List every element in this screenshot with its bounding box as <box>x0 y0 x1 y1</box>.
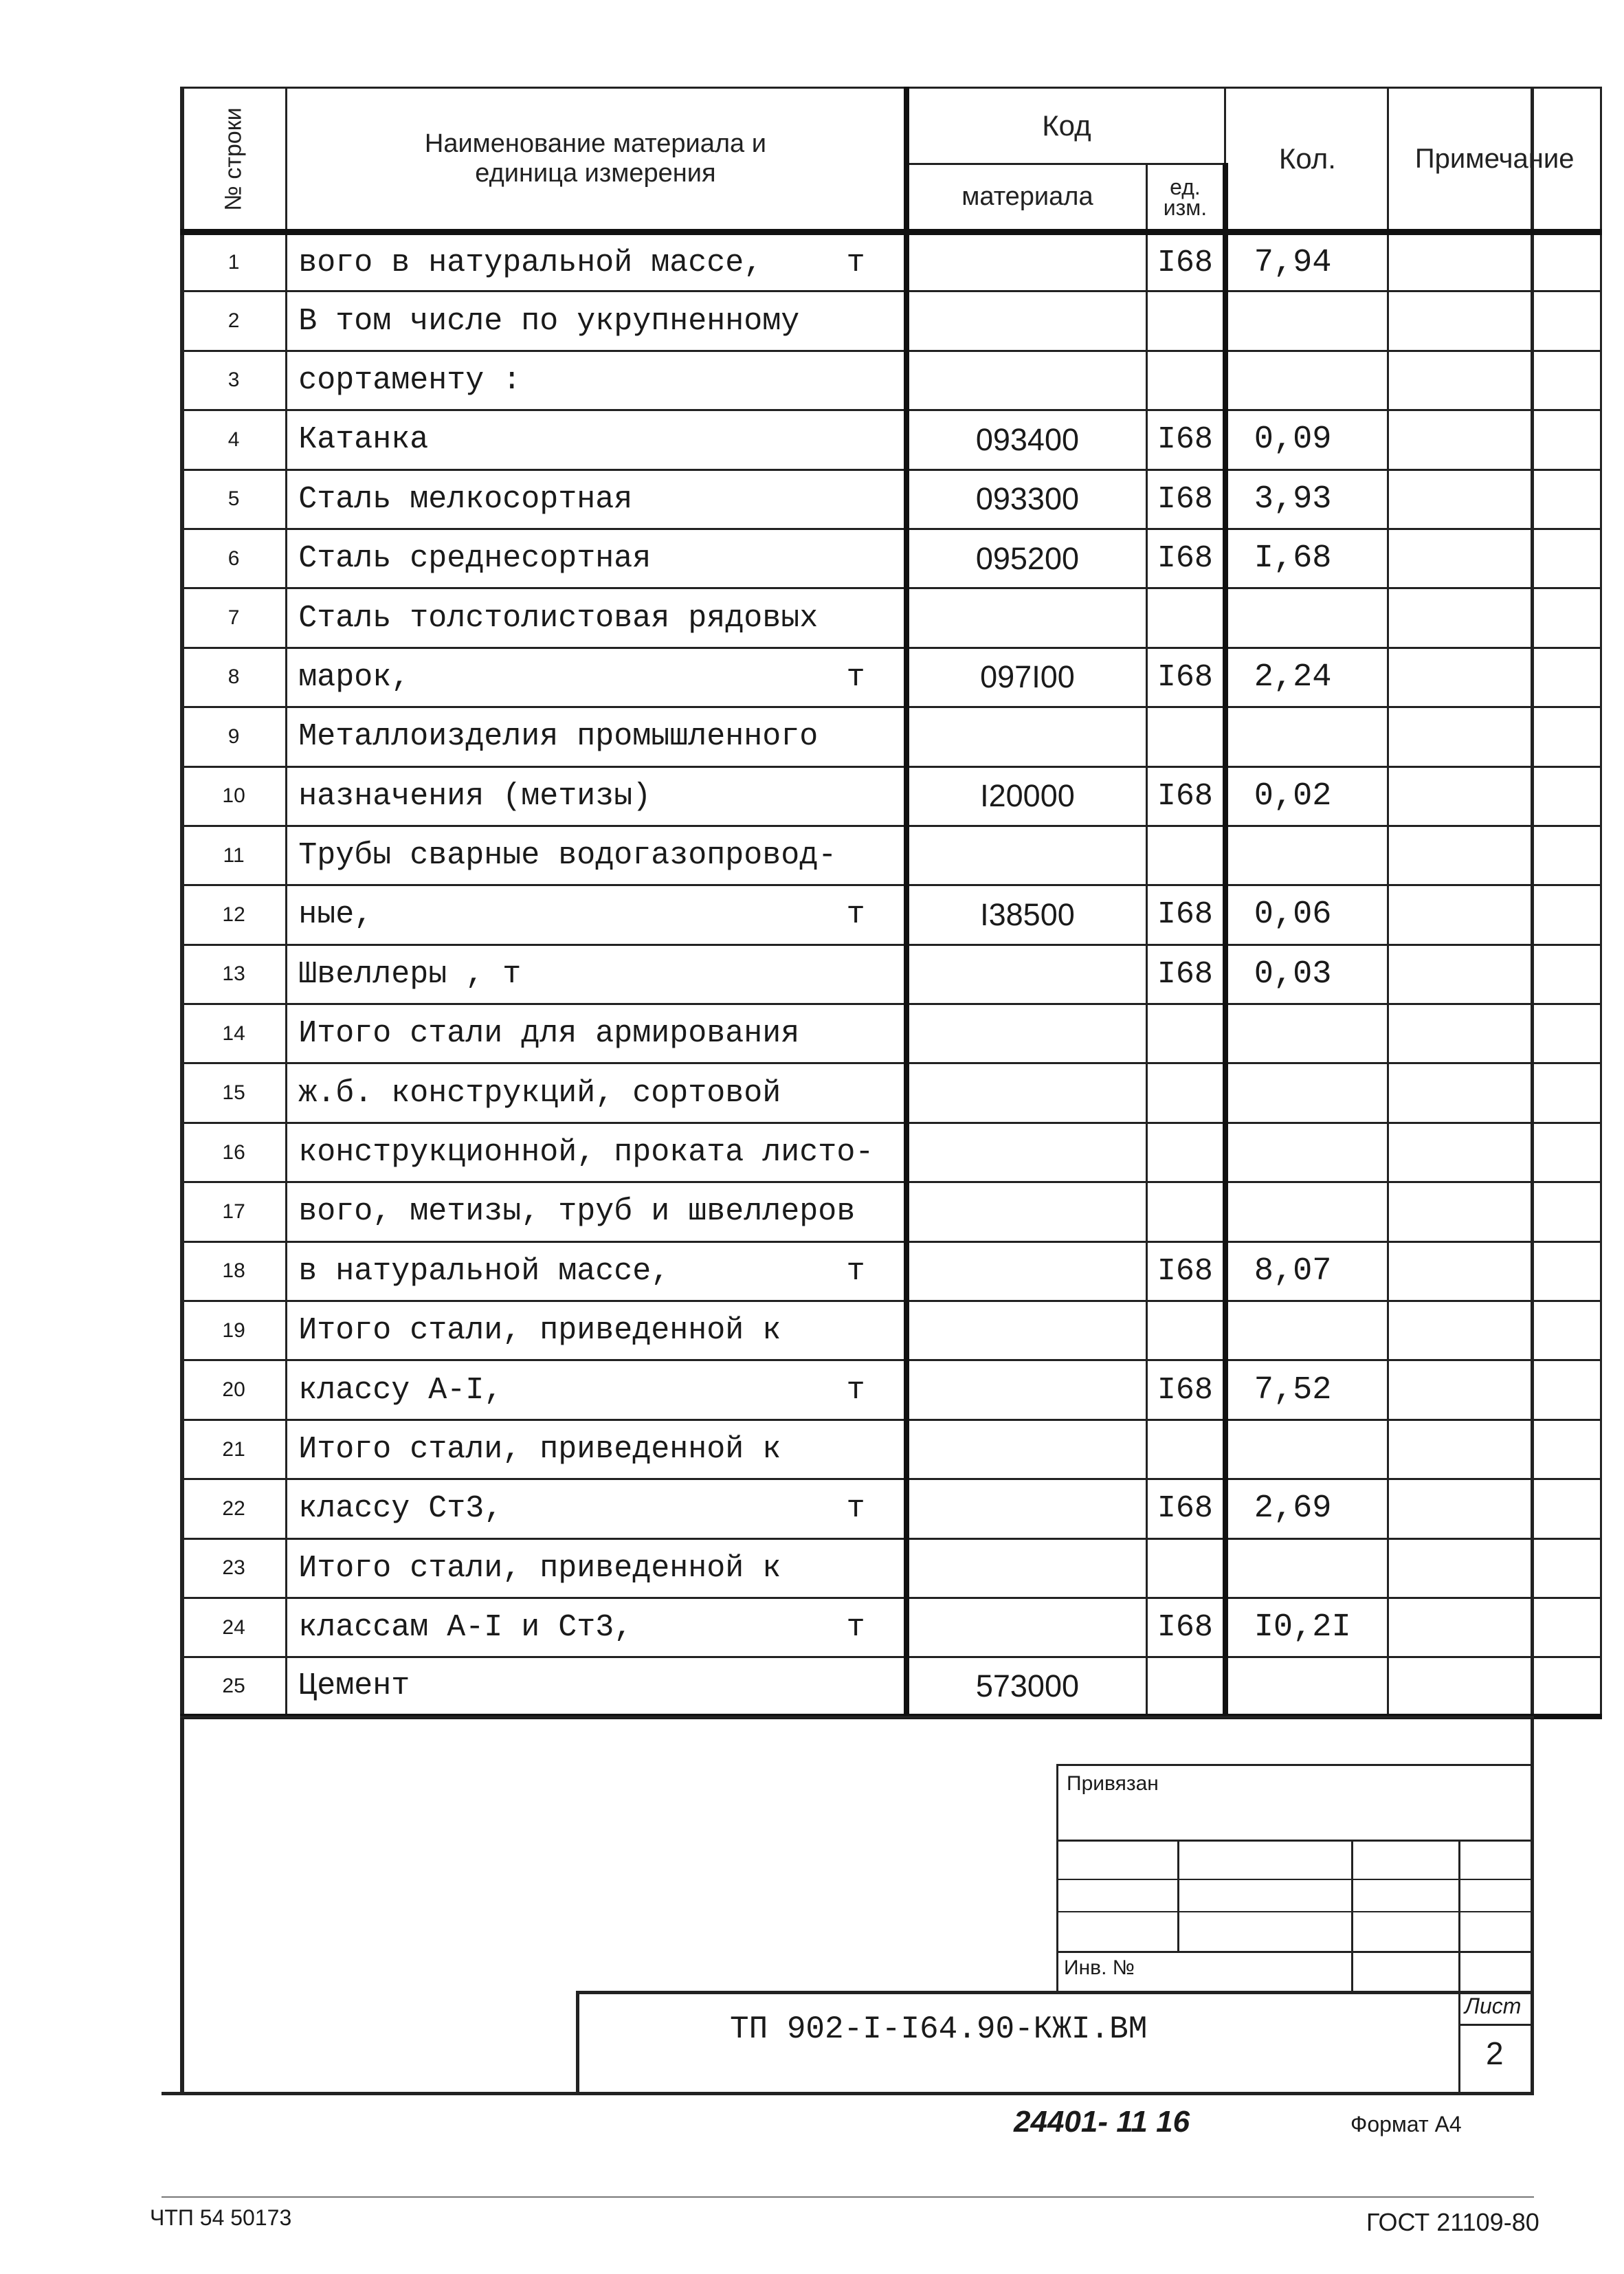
unit-code-cell <box>1147 1420 1225 1479</box>
material-name-text: Швеллеры , т <box>298 956 522 992</box>
material-name-text: Катанка <box>298 422 429 458</box>
table-row <box>181 351 1601 410</box>
stamp-line <box>1056 1951 1534 1953</box>
note-cell <box>1388 1598 1601 1657</box>
table-row <box>181 1063 1601 1123</box>
row-number-header: № строки <box>181 88 287 232</box>
material-name-text: классу А-I, <box>298 1372 503 1408</box>
quantity-cell: 2,24 <box>1225 648 1388 707</box>
note-cell <box>1388 648 1601 707</box>
quantity-cell: 8,07 <box>1225 1241 1388 1301</box>
unit-text: т <box>846 897 865 933</box>
bottom-rule <box>162 2196 1534 2198</box>
quantity-cell <box>1225 1301 1388 1360</box>
note-cell <box>1388 1063 1601 1123</box>
note-cell <box>1388 1360 1601 1420</box>
quantity-cell <box>1225 1182 1388 1241</box>
gost-label: ГОСТ 21109-80 <box>1366 2208 1539 2236</box>
note-cell <box>1388 1657 1601 1716</box>
material-code-cell <box>906 232 1147 291</box>
quantity-cell <box>1225 707 1388 766</box>
material-name-text: классу Ст3, <box>298 1491 503 1527</box>
row-number-cell: 25 <box>181 1657 287 1716</box>
material-name-text: вого, метизы, труб и швеллеров <box>298 1194 856 1230</box>
material-code-cell <box>906 1004 1147 1063</box>
note-cell <box>1388 1004 1601 1063</box>
material-name-cell <box>287 1301 906 1360</box>
unit-code-cell: I68 <box>1147 885 1225 945</box>
row-number-cell: 8 <box>181 648 287 707</box>
stamp-vline <box>1351 1840 1353 1992</box>
material-name-text: классам А-I и Ст3, <box>298 1610 633 1646</box>
note-cell <box>1388 945 1601 1004</box>
material-code-cell <box>906 1598 1147 1657</box>
unit-code-cell <box>1147 1538 1225 1598</box>
material-name-cell <box>287 351 906 410</box>
table-row <box>181 232 1601 291</box>
quantity-cell <box>1225 826 1388 885</box>
material-name-cell <box>287 1004 906 1063</box>
quantity-header: Кол. <box>1225 88 1388 232</box>
material-name-cell <box>287 1479 906 1538</box>
row-number-cell: 13 <box>181 945 287 1004</box>
note-cell <box>1388 1123 1601 1182</box>
table-row <box>181 885 1601 945</box>
row-number-cell: 15 <box>181 1063 287 1123</box>
note-cell <box>1388 470 1601 529</box>
row-number-cell: 16 <box>181 1123 287 1182</box>
left-code: ЧТП 54 50173 <box>150 2205 292 2230</box>
row-number-cell: 10 <box>181 766 287 826</box>
material-name-text: конструкционной, проката листо- <box>298 1135 874 1171</box>
material-name-cell <box>287 588 906 648</box>
unit-code-cell: I68 <box>1147 1360 1225 1420</box>
material-name-text: вого в натуральной массе, <box>298 245 763 280</box>
block-divider <box>180 1716 1534 1719</box>
row-number-cell: 21 <box>181 1420 287 1479</box>
quantity-cell: 0,09 <box>1225 410 1388 470</box>
material-name-text: марок, <box>298 659 410 695</box>
material-code-cell <box>906 945 1147 1004</box>
note-cell <box>1388 351 1601 410</box>
row-number-cell: 23 <box>181 1538 287 1598</box>
unit-code-cell: I68 <box>1147 945 1225 1004</box>
unit-code-cell <box>1147 351 1225 410</box>
inv-number-label: Инв. № <box>1064 1956 1135 1979</box>
material-name-cell <box>287 1420 906 1479</box>
quantity-cell: 0,06 <box>1225 885 1388 945</box>
document-code: ТП 902-I-I64.90-КЖI.ВМ <box>730 2011 1148 2047</box>
unit-code-cell: I68 <box>1147 410 1225 470</box>
material-code-cell <box>906 291 1147 351</box>
quantity-cell <box>1225 1538 1388 1598</box>
unit-code-cell: I68 <box>1147 1479 1225 1538</box>
note-cell <box>1388 1182 1601 1241</box>
quantity-cell: 3,93 <box>1225 470 1388 529</box>
material-name-cell <box>287 291 906 351</box>
note-cell <box>1388 1420 1601 1479</box>
unit-code-cell <box>1147 1301 1225 1360</box>
material-name-cell <box>287 1063 906 1123</box>
row-number-cell: 20 <box>181 1360 287 1420</box>
quantity-cell <box>1225 291 1388 351</box>
unit-text: т <box>846 659 865 695</box>
table-row <box>181 1479 1601 1538</box>
material-code-cell: I38500 <box>906 885 1147 945</box>
row-number-cell: 12 <box>181 885 287 945</box>
note-cell <box>1388 291 1601 351</box>
material-code-cell <box>906 1301 1147 1360</box>
table-row <box>181 1420 1601 1479</box>
note-cell <box>1388 1538 1601 1598</box>
note-cell <box>1388 1241 1601 1301</box>
stamp-line <box>1458 2024 1534 2026</box>
row-number-cell: 1 <box>181 232 287 291</box>
material-name-text: В том числе по укрупненному <box>298 303 800 339</box>
material-code-cell: 097I00 <box>906 648 1147 707</box>
material-name-text: Итого стали, приведенной к <box>298 1432 781 1467</box>
material-code-cell: 093300 <box>906 470 1147 529</box>
note-header: Примечание <box>1388 88 1601 232</box>
quantity-cell <box>1225 351 1388 410</box>
row-number-cell: 2 <box>181 291 287 351</box>
note-cell <box>1388 588 1601 648</box>
material-code-cell <box>906 1360 1147 1420</box>
unit-code-cell <box>1147 1182 1225 1241</box>
quantity-cell: 0,02 <box>1225 766 1388 826</box>
material-name-text: Трубы сварные водогазопровод- <box>298 838 837 874</box>
quantity-cell <box>1225 1004 1388 1063</box>
material-name-cell <box>287 529 906 588</box>
material-name-cell <box>287 232 906 291</box>
unit-code-cell: I68 <box>1147 1241 1225 1301</box>
unit-code-cell <box>1147 1123 1225 1182</box>
unit-code-cell <box>1147 707 1225 766</box>
row-number-cell: 22 <box>181 1479 287 1538</box>
material-code-cell: 573000 <box>906 1657 1147 1716</box>
material-name-cell <box>287 1360 906 1420</box>
material-code-cell: I20000 <box>906 766 1147 826</box>
material-code-cell <box>906 707 1147 766</box>
table-row <box>181 1004 1601 1063</box>
code-header: Код <box>906 88 1225 164</box>
unit-text: т <box>846 1491 865 1527</box>
frame-bottom <box>162 2092 1534 2095</box>
material-name-cell <box>287 1538 906 1598</box>
material-name-text: Итого стали, приведенной к <box>298 1313 781 1349</box>
quantity-cell: 7,52 <box>1225 1360 1388 1420</box>
note-cell <box>1388 1479 1601 1538</box>
handwritten-number: 24401- 11 16 <box>1014 2105 1190 2139</box>
note-cell <box>1388 232 1601 291</box>
material-name-text: Итого стали, приведенной к <box>298 1550 781 1586</box>
note-cell <box>1388 410 1601 470</box>
table-row <box>181 1360 1601 1420</box>
unit-code-cell <box>1147 1004 1225 1063</box>
material-code-cell <box>906 1538 1147 1598</box>
quantity-cell <box>1225 1123 1388 1182</box>
unit-text: т <box>846 1372 865 1408</box>
stamp-vline <box>1177 1840 1179 1951</box>
material-name-cell <box>287 945 906 1004</box>
row-number-cell: 4 <box>181 410 287 470</box>
stamp-line <box>1056 1911 1534 1912</box>
quantity-cell <box>1225 588 1388 648</box>
quantity-cell: I0,2I <box>1225 1598 1388 1657</box>
material-name-cell <box>287 1123 906 1182</box>
sheet-label: Лист <box>1465 1994 1522 2018</box>
row-number-cell: 9 <box>181 707 287 766</box>
unit-code-cell: I68 <box>1147 232 1225 291</box>
unit-code-cell: I68 <box>1147 766 1225 826</box>
material-name-cell <box>287 1657 906 1716</box>
material-code-cell: 095200 <box>906 529 1147 588</box>
material-name-text: сортаменту : <box>298 362 522 398</box>
note-cell <box>1388 529 1601 588</box>
spec-table <box>180 87 1602 1719</box>
stamp-line <box>1056 1840 1534 1842</box>
unit-code-cell <box>1147 1063 1225 1123</box>
table-row <box>181 707 1601 766</box>
note-cell <box>1388 826 1601 885</box>
row-number-cell: 18 <box>181 1241 287 1301</box>
unit-code-cell: I68 <box>1147 470 1225 529</box>
material-name-text: Сталь среднесортная <box>298 541 652 577</box>
note-cell <box>1388 885 1601 945</box>
material-name-cell <box>287 766 906 826</box>
note-cell <box>1388 707 1601 766</box>
material-code-cell <box>906 588 1147 648</box>
material-code-cell <box>906 1123 1147 1182</box>
quantity-cell: 2,69 <box>1225 1479 1388 1538</box>
material-code-cell <box>906 1479 1147 1538</box>
unit-code-cell: I68 <box>1147 648 1225 707</box>
table-row <box>181 766 1601 826</box>
unit-code-header: ед. изм. <box>1147 164 1225 232</box>
material-name-text: Сталь мелкосортная <box>298 481 633 517</box>
table-row <box>181 1657 1601 1716</box>
unit-text: т <box>846 1253 865 1289</box>
material-code-cell: 093400 <box>906 410 1147 470</box>
table-row <box>181 1123 1601 1182</box>
table-row <box>181 410 1601 470</box>
row-number-cell: 7 <box>181 588 287 648</box>
unit-code-cell <box>1147 826 1225 885</box>
material-code-cell <box>906 351 1147 410</box>
quantity-cell: 7,94 <box>1225 232 1388 291</box>
privyazan-label: Привязан <box>1067 1772 1159 1795</box>
table-row <box>181 470 1601 529</box>
material-name-cell <box>287 1182 906 1241</box>
material-name-cell <box>287 1598 906 1657</box>
material-code-cell <box>906 1241 1147 1301</box>
material-code-cell <box>906 1182 1147 1241</box>
row-number-cell: 17 <box>181 1182 287 1241</box>
unit-text: т <box>846 1610 865 1646</box>
table-row <box>181 588 1601 648</box>
material-name-text: ж.б. конструкций, сортовой <box>298 1075 781 1111</box>
quantity-cell: 0,03 <box>1225 945 1388 1004</box>
material-name-cell <box>287 885 906 945</box>
material-name-text: назначения (метизы) <box>298 778 652 814</box>
table-row <box>181 291 1601 351</box>
table-row <box>181 529 1601 588</box>
table-row <box>181 826 1601 885</box>
unit-text: т <box>846 245 865 280</box>
material-code-cell <box>906 1063 1147 1123</box>
material-name-cell <box>287 707 906 766</box>
table-row <box>181 945 1601 1004</box>
material-name-cell <box>287 410 906 470</box>
stamp-vline <box>1458 1840 1460 2094</box>
unit-code-cell: I68 <box>1147 1598 1225 1657</box>
unit-code-cell <box>1147 588 1225 648</box>
table-row <box>181 1301 1601 1360</box>
row-number-cell: 3 <box>181 351 287 410</box>
unit-code-cell <box>1147 1657 1225 1716</box>
row-number-cell: 5 <box>181 470 287 529</box>
quantity-cell <box>1225 1063 1388 1123</box>
privyazan-box-top <box>1056 1764 1534 1766</box>
stamp-line <box>1056 1879 1534 1880</box>
stamp-vline <box>576 1991 579 2094</box>
material-name-header: Наименование материала и единица измерения <box>287 88 906 232</box>
stamp-line <box>576 1991 1534 1994</box>
material-name-cell <box>287 648 906 707</box>
row-number-cell: 11 <box>181 826 287 885</box>
material-name-cell <box>287 1241 906 1301</box>
quantity-cell <box>1225 1657 1388 1716</box>
unit-code-cell: I68 <box>1147 529 1225 588</box>
note-cell <box>1388 766 1601 826</box>
sheet-number: 2 <box>1486 2035 1504 2071</box>
table-row <box>181 648 1601 707</box>
material-name-text: Цемент <box>298 1668 410 1704</box>
material-name-text: Итого стали для армирования <box>298 1016 800 1052</box>
format-label: Формат А4 <box>1350 2112 1462 2137</box>
material-name-cell <box>287 470 906 529</box>
material-name-text: в натуральной массе, <box>298 1253 670 1289</box>
note-cell <box>1388 1301 1601 1360</box>
unit-code-cell <box>1147 291 1225 351</box>
row-number-cell: 6 <box>181 529 287 588</box>
material-code-header: материала <box>906 164 1147 232</box>
table-row <box>181 1241 1601 1301</box>
material-code-cell <box>906 1420 1147 1479</box>
material-name-text: ные, <box>298 897 373 933</box>
material-name-cell <box>287 826 906 885</box>
material-name-text: Металлоизделия промышленного <box>298 719 819 755</box>
material-name-text: Сталь толстолистовая рядовых <box>298 600 819 636</box>
quantity-cell: I,68 <box>1225 529 1388 588</box>
row-number-cell: 14 <box>181 1004 287 1063</box>
quantity-cell <box>1225 1420 1388 1479</box>
table-row <box>181 1538 1601 1598</box>
table-row <box>181 1598 1601 1657</box>
table-row <box>181 1182 1601 1241</box>
material-code-cell <box>906 826 1147 885</box>
row-number-cell: 24 <box>181 1598 287 1657</box>
row-number-cell: 19 <box>181 1301 287 1360</box>
